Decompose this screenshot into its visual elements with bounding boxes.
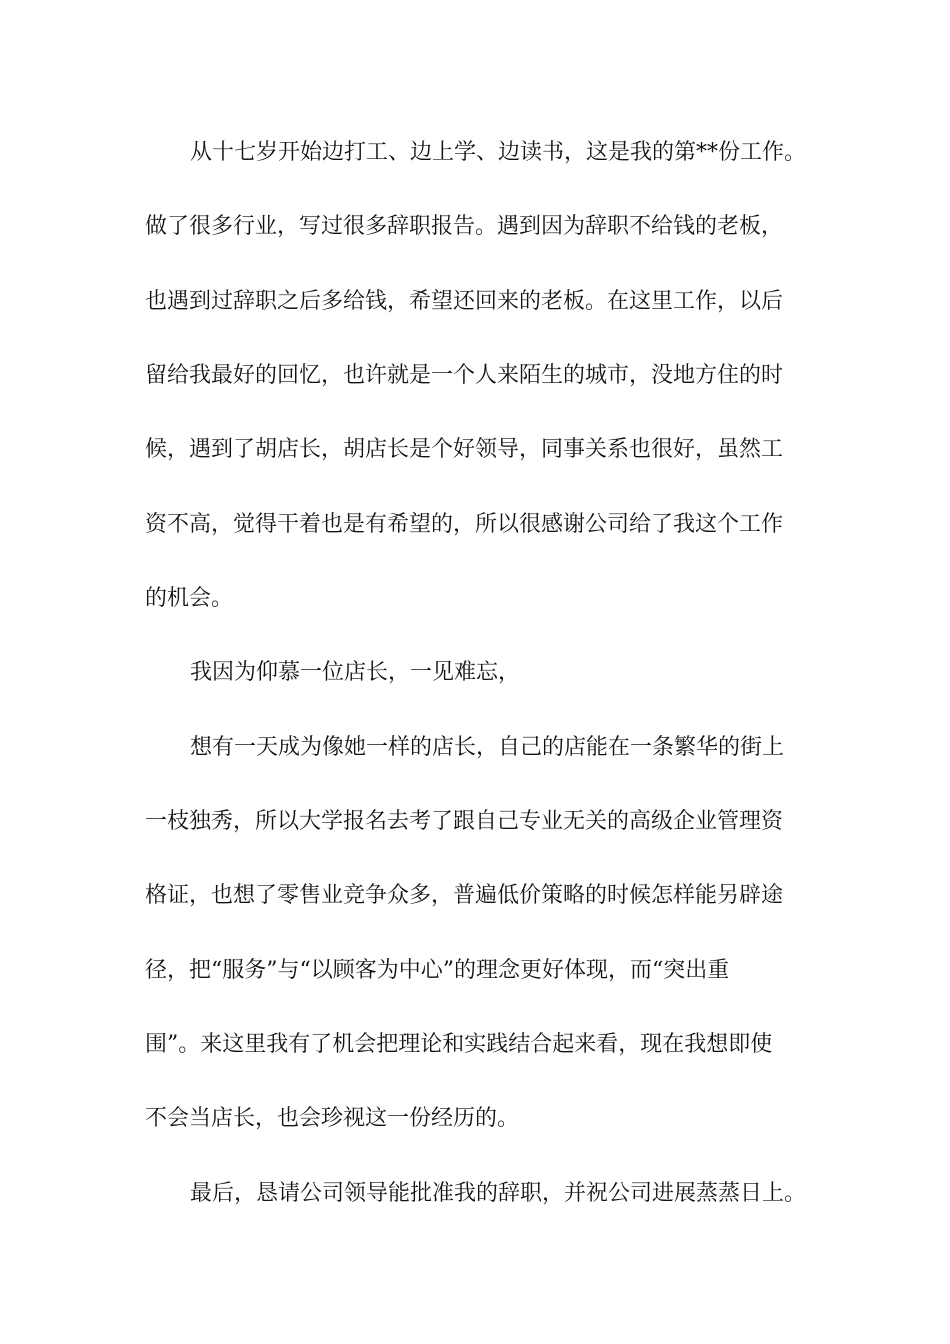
text-line-9: 想有一天成为像她一样的店长，自己的店能在一条繁华的街上 [190,735,785,760]
text-line-4: 留给我最好的回忆，也许就是一个人来陌生的城市，没地方住的时 [145,363,784,388]
text-line-8: 我因为仰慕一位店长，一见难忘， [190,660,521,685]
text-line-7: 的机会。 [145,586,234,611]
text-line-1: 从十七岁开始边打工、边上学、边读书，这是我的第**份工作。 [190,140,807,165]
text-line-2: 做了很多行业，写过很多辞职报告。遇到因为辞职不给钱的老板， [145,214,784,239]
text-line-5: 候，遇到了胡店长，胡店长是个好领导，同事关系也很好，虽然工 [145,437,784,462]
text-line-15: 最后，恳请公司领导能批准我的辞职，并祝公司进展蒸蒸日上。 [190,1181,807,1206]
text-line-10: 一枝独秀，所以大学报名去考了跟自己专业无关的高级企业管理资 [145,809,784,834]
text-line-11: 格证，也想了零售业竞争众多，普遍低价策略的时候怎样能另辟途 [145,883,784,908]
text-line-12: 径，把“服务”与“以顾客为中心”的理念更好体现，而“突出重 [145,958,730,983]
text-line-6: 资不高，觉得干着也是有希望的，所以很感谢公司给了我这个工作 [145,512,784,537]
text-line-3: 也遇到过辞职之后多给钱，希望还回来的老板。在这里工作，以后 [145,289,784,314]
text-line-14: 不会当店长，也会珍视这一份经历的。 [145,1106,520,1131]
text-line-13: 围”。来这里我有了机会把理论和实践结合起来看，现在我想即使 [145,1032,773,1057]
